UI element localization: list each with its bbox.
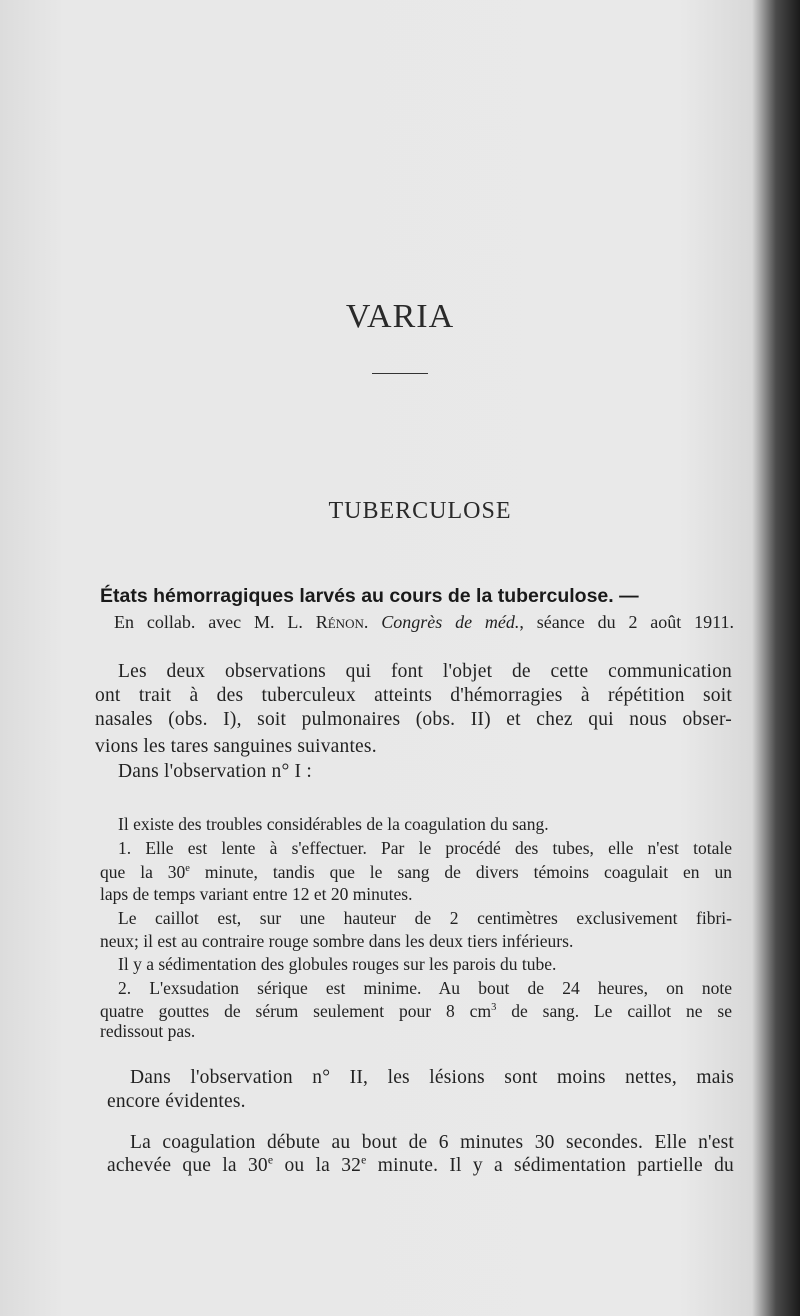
credit-journal: Congrès de méd. [381,612,520,632]
text-line: achevée que la 30e ou la 32e minute. Il y a sédimentation partielle du [107,1153,735,1176]
text-line: nasales (obs. I), soit pulmonaires (obs. II) et chez qui nous obser- [95,709,732,730]
text-line: Les deux observations qui font l'objet de cette communication [118,661,732,682]
text-line: redissout pas. [100,1021,196,1041]
title-divider [372,373,428,374]
credit-author: Rénon [315,612,364,632]
text-line: laps de temps variant entre 12 et 20 minutes. [100,884,413,904]
credit-date: , séance du 2 août 1911. [519,612,734,632]
text-line: Il y a sédimentation des globules rouges sur les parois du tube. [118,954,557,974]
page-title: VARIA [345,298,455,335]
text-line: 1. Elle est lente à s'effectuer. Par le procédé des tubes, elle n'est totale [118,838,732,858]
credit-separator: . [363,612,382,632]
text-line: Dans l'observation n° I : [118,761,312,782]
text-line: vions les tares sanguines suivantes. [95,736,377,757]
text-line: neux; il est au contraire rouge sombre dans les deux tiers inférieurs. [100,931,574,951]
text-line: que la 30e minute, tandis que le sang de divers témoins coagulait en un [100,862,732,882]
text-line: quatre gouttes de sérum seulement pour 8 $cm^3$ de sang. Le caillot ne se [100,1001,732,1021]
text-line: Le caillot est, sur une hauteur de 2 centimètres exclusivement fibri- [118,908,732,928]
text-line: Il existe des troubles considérables de la coagulation du sang. [118,814,549,834]
text-line: encore évidentes. [107,1091,246,1112]
section-title: TUBERCULOSE [328,498,512,524]
text-line: ont trait à des tuberculeux atteints d'hémorragies à répétition soit [95,685,732,706]
text-line: La coagulation débute au bout de 6 minutes 30 secondes. Elle n'est [130,1132,734,1153]
text-line: 2. L'exsudation sérique est minime. Au bout de 24 heures, on note [118,978,732,998]
article-heading: États hémorragiques larvés au cours de la tuberculose. — [100,585,639,607]
text-line: Dans l'observation n° II, les lésions sont moins nettes, mais [130,1067,734,1088]
credit-prefix: En collab. avec M. L. [114,612,316,632]
article-credit [114,610,734,634]
